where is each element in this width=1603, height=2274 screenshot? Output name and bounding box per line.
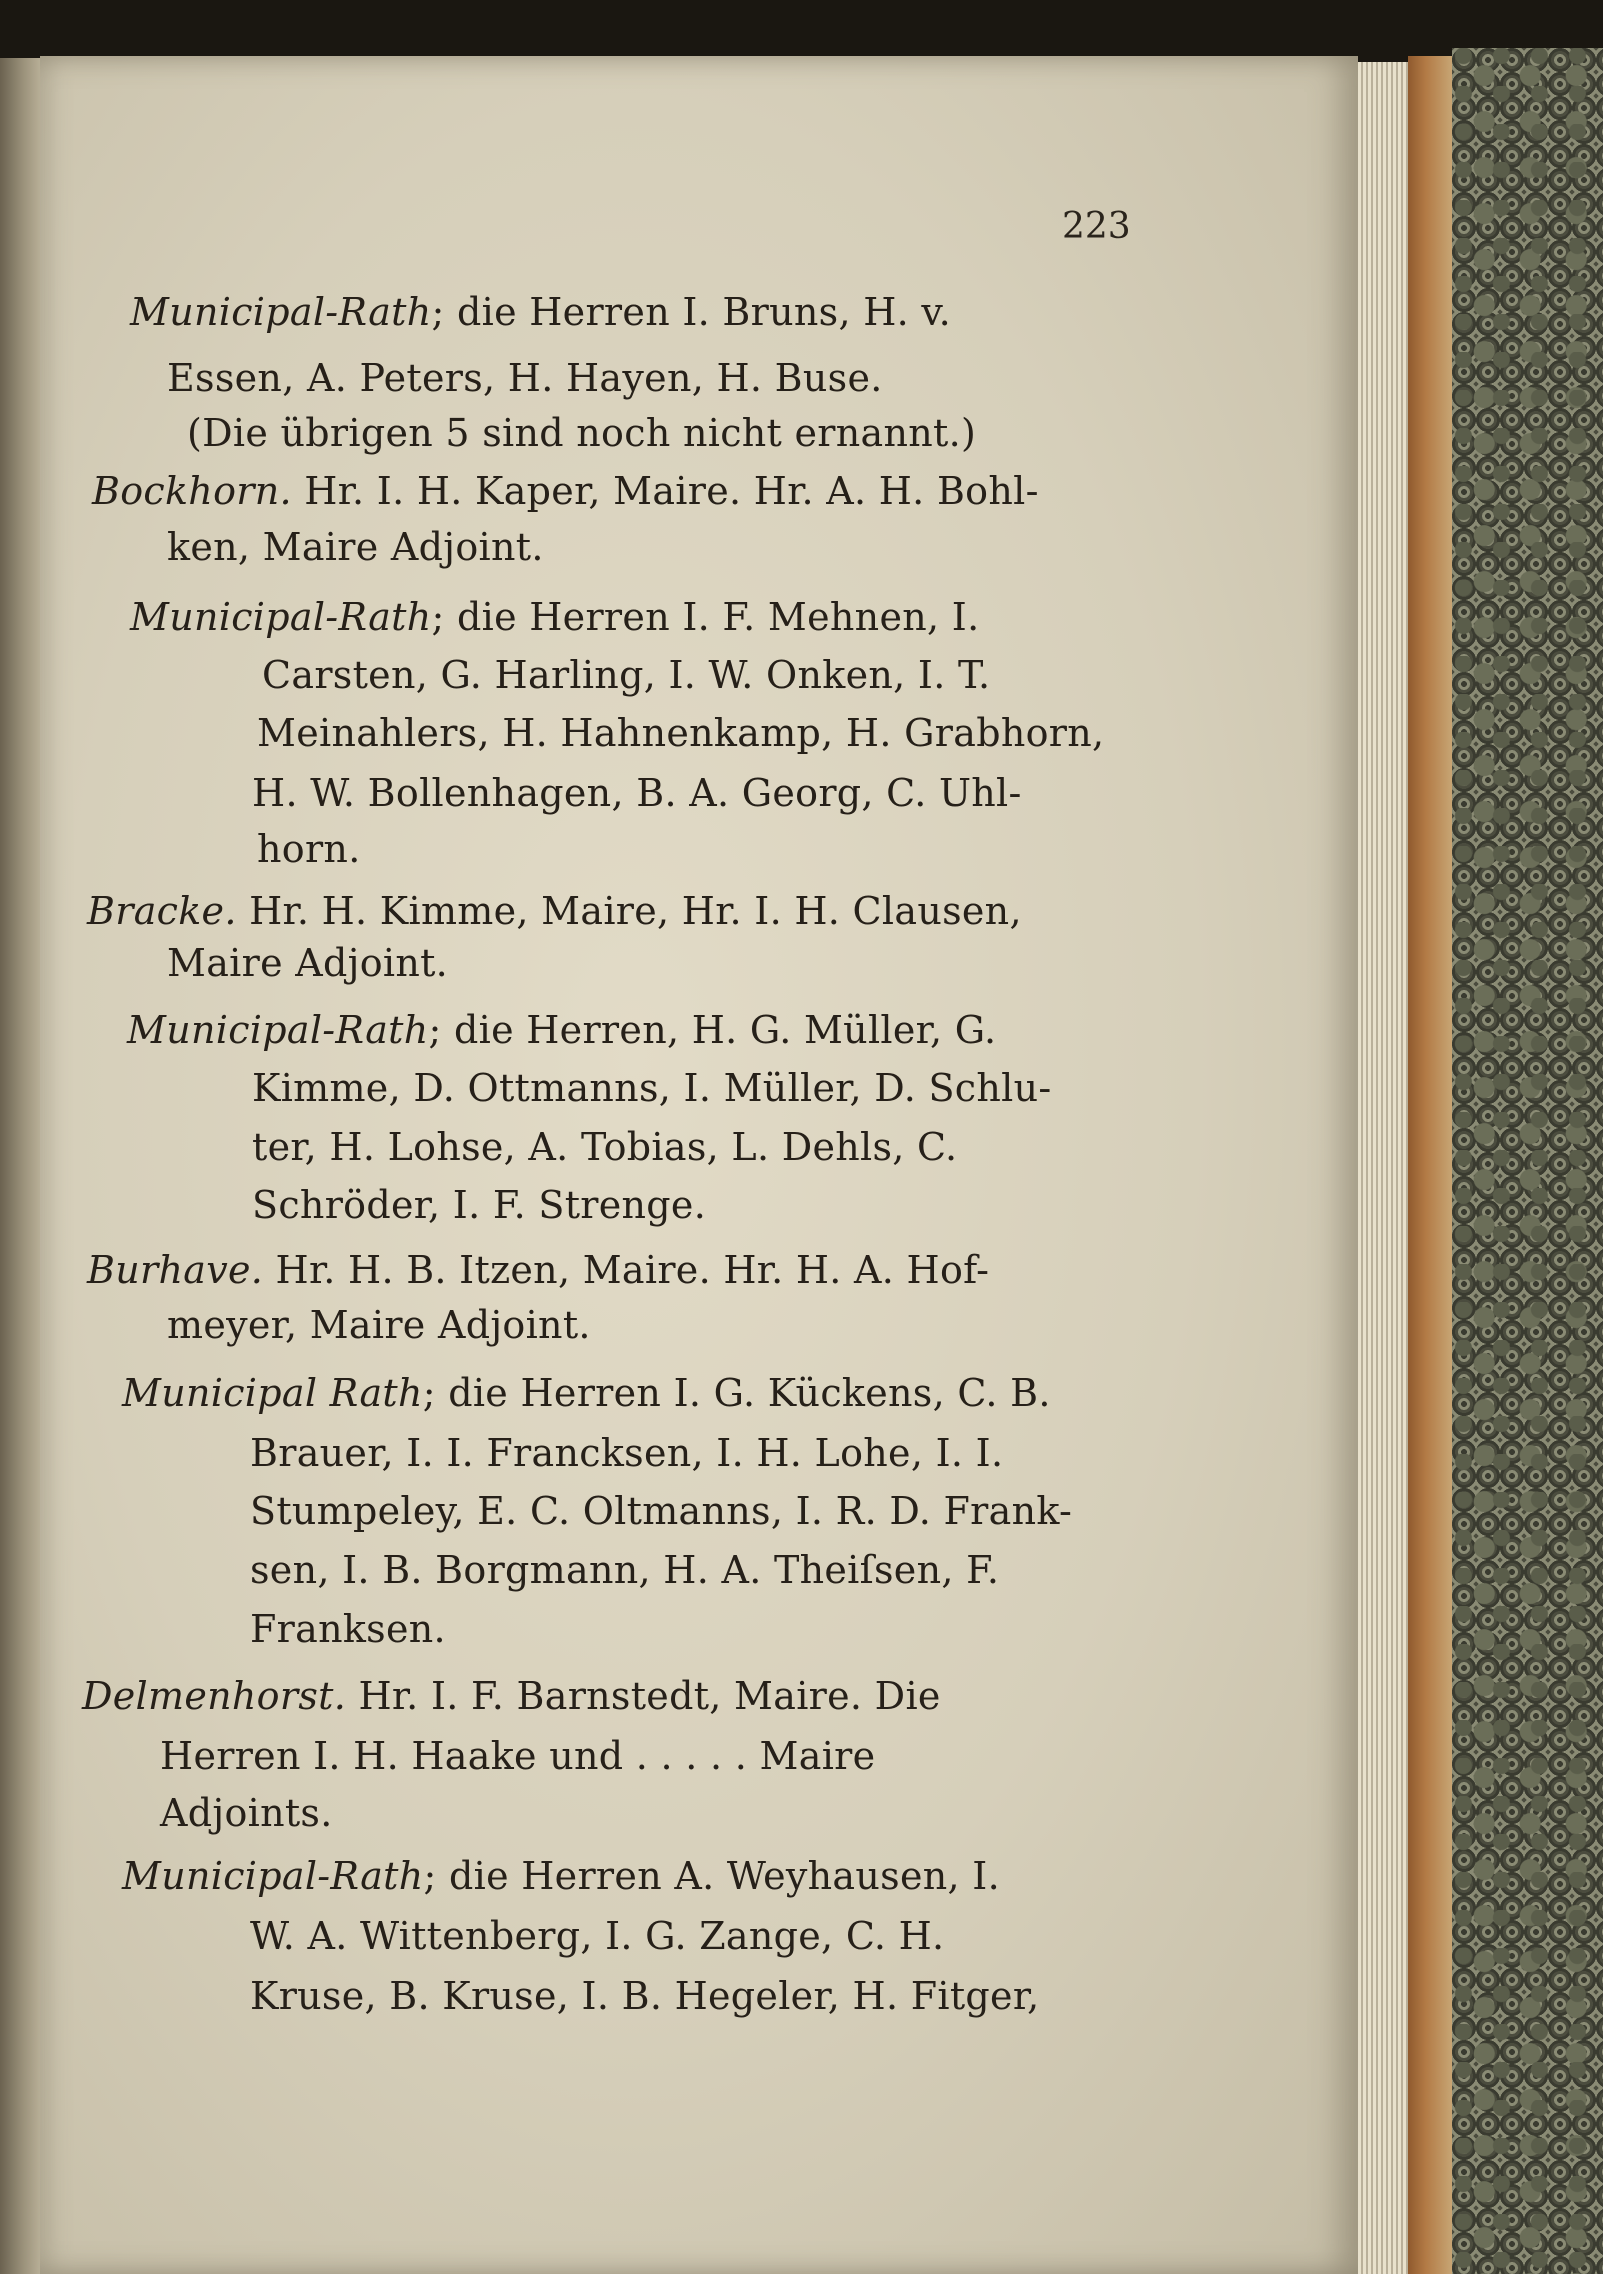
- line-text: ; die Herren I. G. Kückens, C. B.: [422, 1371, 1051, 1415]
- text-line: [250, 1913, 944, 1959]
- line-text: horn.: [257, 827, 361, 871]
- text-line: [262, 652, 990, 698]
- line-italic: Bockhorn.: [92, 469, 292, 513]
- text-line: [250, 1606, 446, 1652]
- line-text: Herren I. H. Haake und . . . . . Maire: [160, 1734, 876, 1778]
- line-text: Kimme, D. Ottmanns, I. Müller, D. Schlu-: [252, 1066, 1052, 1110]
- text-line: [87, 1247, 989, 1293]
- line-text: W. A. Wittenberg, I. G. Zange, C. H.: [250, 1914, 945, 1958]
- text-line: [250, 1430, 1003, 1476]
- line-italic: Burhave.: [87, 1248, 264, 1292]
- text-line: [187, 410, 976, 456]
- line-italic: Municipal-Rath: [127, 1008, 429, 1052]
- line-text: Maire Adjoint.: [167, 941, 449, 985]
- text-line: [252, 1124, 957, 1170]
- text-line: [250, 1547, 999, 1593]
- line-italic: Delmenhorst.: [82, 1674, 347, 1718]
- line-text: Kruse, B. Kruse, I. B. Hegeler, H. Fitger,: [250, 1974, 1040, 2018]
- text-line: [257, 826, 361, 872]
- line-text: (Die übrigen 5 sind noch nicht ernannt.): [187, 411, 977, 455]
- text-line: [160, 1790, 333, 1836]
- text-line: [250, 1973, 1039, 2019]
- text-line: [122, 1370, 1051, 1416]
- line-italic: Municipal-Rath: [122, 1854, 424, 1898]
- previous-page-edge: [0, 58, 40, 2274]
- text-line: [250, 1488, 1072, 1534]
- line-text: ken, Maire Adjoint.: [167, 525, 544, 569]
- line-text: Stumpeley, E. C. Oltmanns, I. R. D. Frank-: [250, 1489, 1073, 1533]
- line-text: Hr. I. H. Kaper, Maire. Hr. A. H. Bohl-: [291, 469, 1039, 513]
- text-line: [252, 770, 1022, 816]
- line-text: Essen, A. Peters, H. Hayen, H. Buse.: [167, 356, 883, 400]
- text-line: [252, 1065, 1052, 1111]
- text-line: [167, 524, 544, 570]
- line-text: H. W. Bollenhagen, B. A. Georg, C. Uhl-: [252, 771, 1022, 815]
- text-line: [82, 1673, 941, 1719]
- line-italic: Bracke.: [87, 889, 237, 933]
- text-line: [252, 1182, 706, 1228]
- line-text: ter, H. Lohse, A. Tobias, L. Dehls, C.: [252, 1125, 958, 1169]
- line-text: Hr. H. Kimme, Maire, Hr. I. H. Clausen,: [236, 889, 1022, 933]
- line-text: Brauer, I. I. Francksen, I. H. Lohe, I. I.: [250, 1431, 1004, 1475]
- text-line: [130, 594, 979, 640]
- text-line: [167, 940, 448, 986]
- line-text: ; die Herren I. F. Mehnen, I.: [431, 595, 980, 639]
- line-text: Hr. H. B. Itzen, Maire. Hr. H. A. Hof-: [263, 1248, 990, 1292]
- line-text: ; die Herren A. Weyhausen, I.: [423, 1854, 1000, 1898]
- text-line: [257, 710, 1104, 756]
- text-line: [167, 355, 883, 401]
- line-text: ; die Herren I. Bruns, H. v.: [431, 290, 952, 334]
- line-text: sen, I. B. Borgmann, H. A. Theiſsen, F.: [250, 1548, 1000, 1592]
- text-line: [127, 1007, 996, 1053]
- line-text: Hr. I. F. Barnstedt, Maire. Die: [346, 1674, 941, 1718]
- text-line: [122, 1853, 1000, 1899]
- line-text: Schröder, I. F. Strenge.: [252, 1183, 707, 1227]
- book-binding: [1408, 56, 1452, 2274]
- line-italic: Municipal-Rath: [130, 595, 432, 639]
- marbled-cover: [1452, 48, 1603, 2274]
- line-text: meyer, Maire Adjoint.: [167, 1303, 591, 1347]
- text-line: [167, 1302, 591, 1348]
- line-text: ; die Herren, H. G. Müller, G.: [428, 1008, 997, 1052]
- line-text: Carsten, G. Harling, I. W. Onken, I. T.: [262, 653, 991, 697]
- page-edges: [1358, 62, 1408, 2274]
- page-number: 223: [1062, 206, 1131, 247]
- line-italic: Municipal Rath: [122, 1371, 423, 1415]
- text-line: [160, 1733, 875, 1779]
- text-line: [92, 468, 1039, 514]
- line-text: Meinahlers, H. Hahnenkamp, H. Grabhorn,: [257, 711, 1105, 755]
- text-line: [87, 888, 1022, 934]
- line-italic: Municipal-Rath: [130, 290, 432, 334]
- line-text: Adjoints.: [160, 1791, 333, 1835]
- line-text: Franksen.: [250, 1607, 446, 1651]
- text-line: [130, 289, 951, 335]
